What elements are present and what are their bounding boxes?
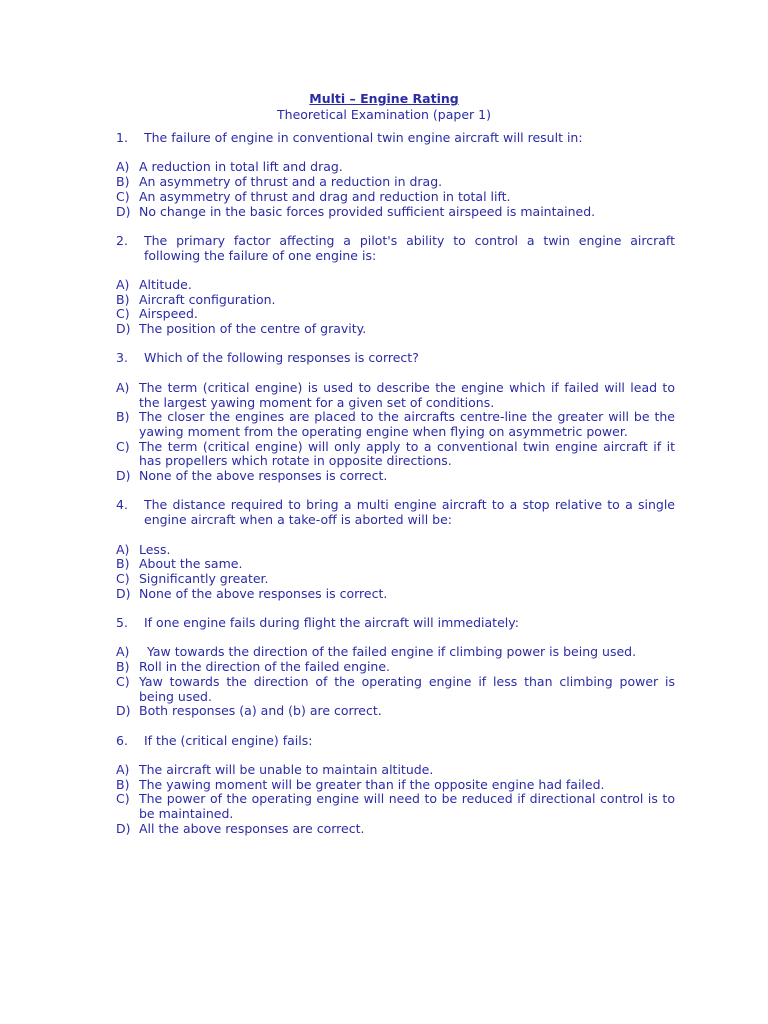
question-4 — [116, 498, 675, 527]
option-b — [116, 293, 675, 308]
option-letter: C) — [116, 791, 130, 807]
option-letter: C) — [116, 438, 130, 454]
option-a — [116, 543, 675, 558]
option-letter: C) — [116, 306, 130, 322]
option-letter: B) — [116, 776, 130, 792]
option-letter: B) — [116, 409, 130, 425]
option-a — [116, 160, 675, 175]
question-4-options — [116, 543, 675, 602]
question-number: 6. — [116, 732, 128, 748]
question-text: Which of the following responses is correct? — [144, 350, 419, 366]
option-text: A reduction in total lift and drag. — [139, 159, 343, 175]
option-letter: A) — [116, 379, 130, 395]
option-text: The term (critical engine) will only apply to a conventional twin engine aircraft if it has propellers which rotate in opposite directions. — [139, 438, 675, 469]
option-d — [116, 822, 675, 837]
option-text: The closer the engines are placed to the aircrafts centre-line the greater will be the yawing moment from the operating engine when flying on asymmetric power. — [139, 409, 675, 439]
question-text: If the (critical engine) fails: — [144, 732, 313, 748]
option-letter: B) — [116, 556, 130, 572]
option-text: None of the above responses is correct. — [139, 585, 388, 601]
option-text: No change in the basic forces provided sufficient airspeed is maintained. — [139, 203, 596, 219]
option-c — [116, 190, 675, 205]
option-text: Significantly greater. — [139, 570, 269, 586]
option-text: The aircraft will be unable to maintain altitude. — [139, 762, 434, 778]
option-letter: D) — [116, 203, 131, 219]
question-1 — [116, 131, 675, 146]
option-text: Airspeed. — [139, 306, 198, 322]
question-3-options — [116, 381, 675, 484]
option-text: Yaw towards the direction of the operating engine if less than climbing power is being used. — [139, 673, 675, 704]
option-text: About the same. — [139, 556, 243, 572]
option-c — [116, 792, 675, 821]
question-5-options — [116, 645, 675, 719]
question-number: 1. — [116, 130, 128, 145]
option-a — [116, 645, 675, 660]
option-letter: A) — [116, 762, 130, 778]
option-letter: C) — [116, 673, 130, 689]
option-letter: D) — [116, 585, 131, 601]
option-text: The power of the operating engine will need to be reduced if directional control is to be maintained. — [139, 791, 675, 822]
option-letter: D) — [116, 321, 131, 337]
option-d — [116, 587, 675, 602]
option-letter: A) — [116, 276, 130, 292]
option-d — [116, 322, 675, 337]
option-text: The position of the centre of gravity. — [139, 321, 367, 337]
question-6 — [116, 734, 675, 749]
option-d — [116, 469, 675, 484]
option-b — [116, 557, 675, 572]
question-5 — [116, 616, 675, 631]
option-b — [116, 778, 675, 793]
option-text: Yaw towards the direction of the failed engine if climbing power is being used. — [139, 644, 637, 660]
option-text: None of the above responses is correct. — [139, 468, 388, 484]
option-b — [116, 410, 675, 439]
option-letter: B) — [116, 174, 130, 190]
option-c — [116, 675, 675, 704]
option-letter: A) — [116, 644, 130, 660]
document-subtitle: Theoretical Examination (paper 1) — [277, 107, 491, 122]
question-text: The primary factor affecting a pilot's ability to control a twin engine aircraft following the failure of one engine is: — [144, 232, 675, 263]
option-c — [116, 307, 675, 322]
option-a — [116, 381, 675, 410]
option-text: Roll in the direction of the failed engine. — [139, 659, 391, 675]
question-text: The failure of engine in conventional twin engine aircraft will result in: — [144, 130, 583, 145]
option-letter: A) — [116, 541, 130, 557]
document-title: Multi – Engine Rating — [309, 91, 459, 106]
option-text: Aircraft configuration. — [139, 291, 276, 307]
option-b — [116, 660, 675, 675]
question-text: If one engine fails during flight the aircraft will immediately: — [144, 615, 519, 631]
option-letter: B) — [116, 659, 130, 675]
question-1-options — [116, 160, 675, 219]
question-list — [116, 131, 675, 851]
question-3 — [116, 351, 675, 366]
option-text: The term (critical engine) is used to describe the engine which if failed will lead to the largest yawing moment for a given set of conditions. — [139, 379, 675, 410]
option-text: Less. — [139, 541, 171, 557]
option-text: An asymmetry of thrust and drag and reduction in total lift. — [139, 188, 511, 204]
option-text: An asymmetry of thrust and a reduction in drag. — [139, 174, 443, 190]
option-letter: D) — [116, 820, 131, 836]
document-header — [0, 88, 768, 122]
question-text: The distance required to bring a multi engine aircraft to a stop relative to a single engine aircraft when a take-off is aborted will be: — [144, 497, 675, 528]
option-text: The yawing moment will be greater than if the opposite engine had failed. — [139, 776, 605, 792]
option-d — [116, 205, 675, 220]
option-b — [116, 175, 675, 190]
option-text: All the above responses are correct. — [139, 820, 365, 836]
option-c — [116, 440, 675, 469]
option-a — [116, 278, 675, 293]
question-2-options — [116, 278, 675, 337]
question-number: 5. — [116, 615, 128, 631]
option-letter: C) — [116, 188, 130, 204]
question-number: 3. — [116, 350, 128, 366]
option-letter: D) — [116, 468, 131, 484]
option-letter: D) — [116, 703, 131, 719]
option-text: Both responses (a) and (b) are correct. — [139, 703, 382, 719]
option-text: Altitude. — [139, 276, 192, 292]
question-2 — [116, 234, 675, 263]
option-letter: A) — [116, 159, 130, 175]
option-letter: B) — [116, 291, 130, 307]
question-number: 2. — [116, 232, 128, 248]
question-number: 4. — [116, 497, 128, 513]
question-6-options — [116, 763, 675, 837]
option-letter: C) — [116, 570, 130, 586]
option-c — [116, 572, 675, 587]
option-a — [116, 763, 675, 778]
option-d — [116, 704, 675, 719]
